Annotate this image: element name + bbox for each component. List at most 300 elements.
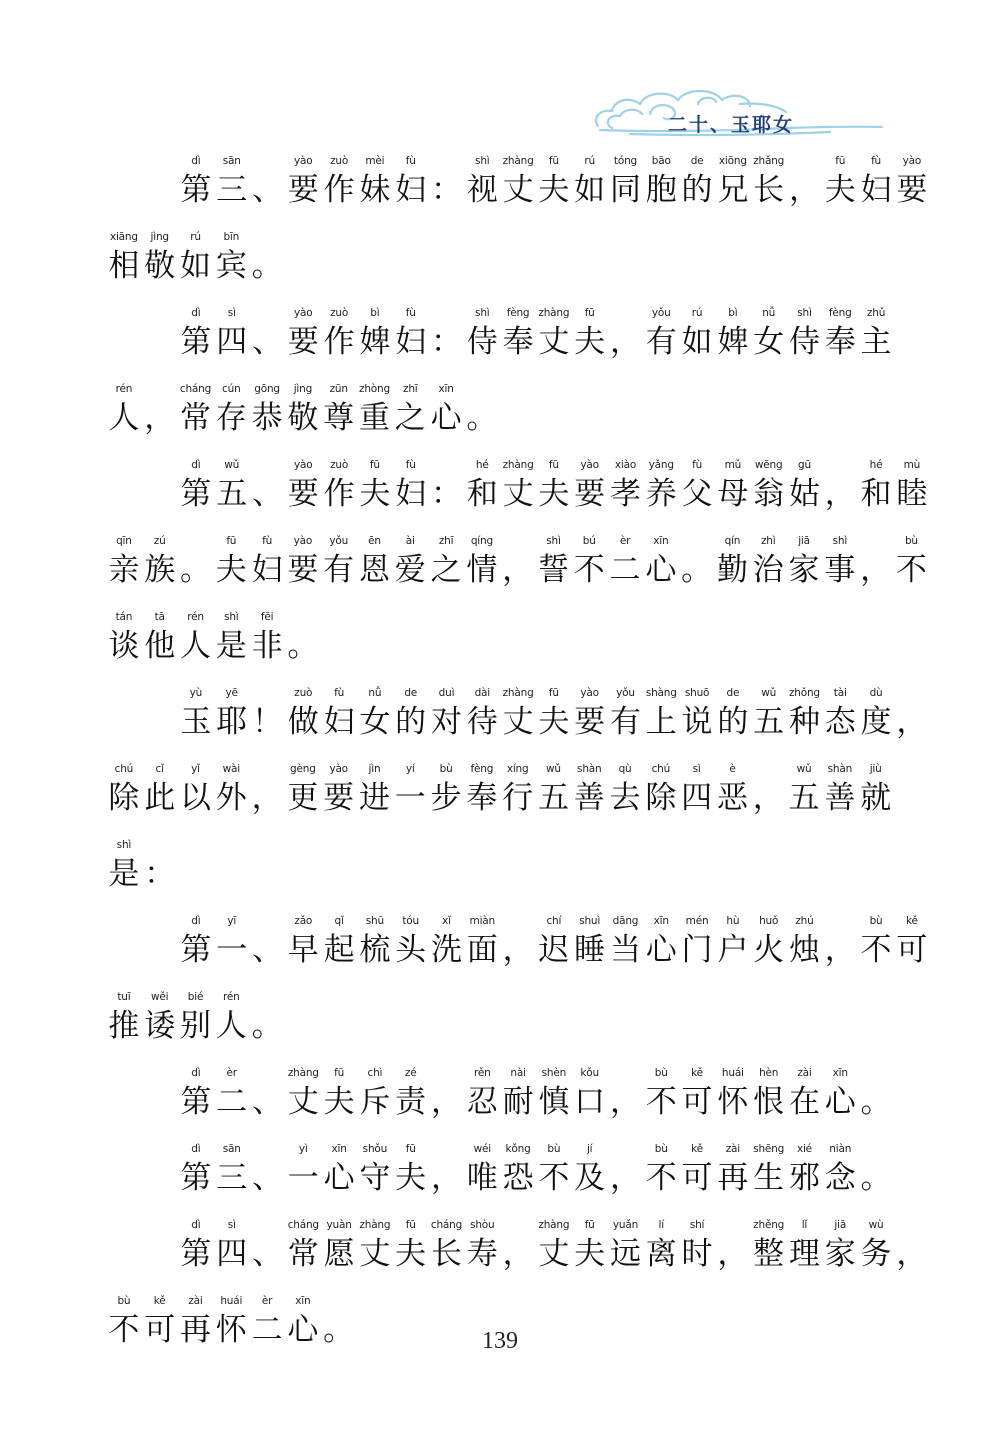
pinyin: qíng <box>470 535 493 547</box>
punctuation <box>894 1216 930 1274</box>
punctuation <box>858 1140 894 1198</box>
ruby-character <box>822 152 858 210</box>
pinyin: shì <box>116 839 132 851</box>
ruby-character <box>608 152 644 210</box>
pinyin: zhòng <box>359 383 390 395</box>
hanzi: 务 <box>860 1236 892 1272</box>
hanzi: 誓 <box>537 552 569 588</box>
hanzi: 父 <box>681 476 713 512</box>
ruby-character <box>213 228 249 286</box>
hanzi: 要 <box>574 704 606 740</box>
hanzi: 不 <box>573 552 605 588</box>
hanzi: 女 <box>753 324 785 360</box>
ruby-character <box>786 760 822 818</box>
hanzi: ， <box>824 932 856 968</box>
pinyin: shì <box>224 611 239 623</box>
hanzi: 和 <box>860 476 892 512</box>
hanzi: 守 <box>359 1160 391 1196</box>
pinyin: xīn <box>832 1067 848 1079</box>
pinyin <box>142 836 178 854</box>
ruby-character <box>464 304 500 362</box>
hanzi: ， <box>896 1236 928 1272</box>
pinyin: fù <box>405 459 416 471</box>
pinyin: fù <box>692 459 703 471</box>
ruby-character <box>213 532 249 590</box>
hanzi: 愿 <box>323 1236 355 1272</box>
pinyin: bù <box>117 1295 131 1307</box>
ruby-character <box>822 1216 858 1274</box>
ruby-character <box>321 304 357 362</box>
hanzi: 丈 <box>502 704 534 740</box>
hanzi: 不 <box>538 1160 570 1196</box>
ruby-character <box>536 532 572 590</box>
hanzi: 、 <box>251 172 283 208</box>
ruby-character <box>858 304 894 362</box>
pinyin: miàn <box>469 915 495 927</box>
pinyin: yuǎn <box>612 1219 639 1231</box>
hanzi: ： <box>430 324 462 360</box>
pinyin: jìn <box>368 763 381 775</box>
pinyin: rú <box>691 307 703 319</box>
ruby-character <box>428 380 464 438</box>
ruby-character <box>607 532 643 590</box>
ruby-character <box>392 532 428 590</box>
hanzi: 奉 <box>502 324 534 360</box>
hanzi: 第 <box>180 932 212 968</box>
hanzi: 敬 <box>144 248 176 284</box>
pinyin: bù <box>654 1143 668 1155</box>
hanzi: 如 <box>574 172 606 208</box>
hanzi: 不 <box>108 1312 140 1348</box>
ruby-character <box>142 988 178 1046</box>
hanzi: 夫 <box>323 1084 355 1120</box>
pinyin: wǔ <box>796 763 812 775</box>
ruby-character <box>858 1216 894 1274</box>
pinyin: wēng <box>754 459 783 471</box>
ruby-character <box>894 456 930 514</box>
hanzi: 他 <box>144 628 176 664</box>
punctuation <box>787 152 823 210</box>
pinyin: shí <box>689 1219 705 1231</box>
pinyin: xiōng <box>718 155 747 167</box>
pinyin: kě <box>691 1143 703 1155</box>
hanzi: 丈 <box>538 324 570 360</box>
ruby-character <box>285 532 321 590</box>
hanzi: 要 <box>574 476 606 512</box>
pinyin: yǎng <box>648 459 674 471</box>
hanzi: 烛 <box>788 932 820 968</box>
hanzi: 四 <box>681 780 713 816</box>
hanzi: 夫 <box>574 1236 606 1272</box>
pinyin: dāng <box>612 915 639 927</box>
hanzi: 二 <box>216 1084 248 1120</box>
ruby-character <box>500 152 536 210</box>
hanzi: 如 <box>179 248 211 284</box>
punctuation <box>608 1140 644 1198</box>
pinyin: huǒ <box>759 915 779 927</box>
ruby-character <box>106 228 142 286</box>
pinyin: shuì <box>579 915 601 927</box>
hanzi: 。 <box>860 1084 892 1120</box>
pinyin: cháng <box>179 383 212 395</box>
hanzi: 就 <box>860 780 892 816</box>
ruby-character <box>393 152 429 210</box>
ruby-character <box>393 456 429 514</box>
punctuation <box>679 532 715 590</box>
hanzi: 可 <box>681 1160 713 1196</box>
hanzi: 是 <box>108 856 140 892</box>
hanzi: 心 <box>824 1084 856 1120</box>
ruby-character <box>178 684 214 742</box>
punctuation <box>249 760 285 818</box>
ruby-character <box>106 608 142 666</box>
ruby-character <box>249 608 285 666</box>
ruby-character <box>536 912 572 970</box>
pinyin: èr <box>261 1295 273 1307</box>
ruby-character <box>572 684 608 742</box>
hanzi: 母 <box>717 476 749 512</box>
hanzi: 远 <box>609 1236 641 1272</box>
ruby-character <box>572 304 608 362</box>
hanzi: 。 <box>251 248 283 284</box>
hanzi: 怀 <box>215 1312 247 1348</box>
hanzi: 亲 <box>108 552 140 588</box>
hanzi: 要 <box>287 172 319 208</box>
pinyin: fū <box>334 1067 345 1079</box>
pinyin: dì <box>191 1067 201 1079</box>
hanzi: 长 <box>430 1236 462 1272</box>
pinyin: shì <box>546 535 561 547</box>
hanzi: 家 <box>824 1236 856 1272</box>
ruby-character <box>357 1064 393 1122</box>
pinyin: dù <box>869 687 883 699</box>
ruby-character <box>393 304 429 362</box>
ruby-character <box>392 760 428 818</box>
ruby-character <box>393 1140 429 1198</box>
pinyin: jí <box>586 1143 593 1155</box>
hanzi: 起 <box>323 932 355 968</box>
punctuation <box>500 912 536 970</box>
hanzi: 五 <box>788 780 820 816</box>
punctuation <box>250 304 286 362</box>
pinyin: tóng <box>613 155 637 167</box>
ruby-character <box>178 608 214 666</box>
pinyin: zhàng <box>502 155 534 167</box>
pinyin <box>250 152 286 170</box>
ruby-character <box>214 1064 250 1122</box>
hanzi: 是 <box>215 628 247 664</box>
pinyin <box>715 1216 751 1234</box>
ruby-character <box>536 152 572 210</box>
pinyin: wěi <box>151 991 169 1003</box>
pinyin: dì <box>191 915 201 927</box>
pinyin <box>858 532 894 550</box>
ruby-character <box>214 912 250 970</box>
pinyin: kǒng <box>505 1143 531 1155</box>
pinyin: zhǔ <box>866 307 886 319</box>
pinyin: zú <box>153 535 166 547</box>
hanzi: 慎 <box>538 1084 570 1120</box>
hanzi: 别 <box>179 1008 211 1044</box>
hanzi: 、 <box>251 1160 283 1196</box>
pinyin: shì <box>797 307 812 319</box>
ruby-character <box>715 684 751 742</box>
ruby-character <box>142 760 178 818</box>
hanzi: 丈 <box>287 1084 319 1120</box>
hanzi: ， <box>609 1160 641 1196</box>
ruby-character <box>285 684 321 742</box>
hanzi: ： <box>430 476 462 512</box>
hanzi: ， <box>502 932 534 968</box>
hanzi: 谈 <box>108 628 140 664</box>
ruby-character <box>285 152 321 210</box>
ruby-character <box>357 152 393 210</box>
ruby-character <box>679 684 715 742</box>
hanzi: 种 <box>788 704 820 740</box>
pinyin: cǐ <box>155 763 164 775</box>
hanzi: 。 <box>179 552 211 588</box>
hanzi: 的 <box>717 704 749 740</box>
ruby-character <box>608 1216 644 1274</box>
pinyin <box>250 912 286 930</box>
hanzi: 玉 <box>180 704 212 740</box>
pinyin: bù <box>869 915 883 927</box>
hanzi: 口 <box>574 1084 606 1120</box>
ruby-character <box>393 1216 429 1274</box>
hanzi: 整 <box>753 1236 785 1272</box>
hanzi: 姑 <box>788 476 820 512</box>
pinyin: zài <box>188 1295 203 1307</box>
pinyin: nài <box>510 1067 526 1079</box>
pinyin: rén <box>187 611 204 623</box>
ruby-character <box>858 152 894 210</box>
hanzi: 婢 <box>359 324 391 360</box>
pinyin: zhàng <box>502 459 534 471</box>
hanzi: 夫 <box>395 1160 427 1196</box>
hanzi: 人 <box>179 628 211 664</box>
pinyin: xíng <box>506 763 529 775</box>
pinyin: yào <box>294 155 313 167</box>
ruby-character <box>357 912 393 970</box>
pinyin <box>608 1064 644 1082</box>
pinyin <box>249 988 285 1006</box>
hanzi: 五 <box>753 704 785 740</box>
ruby-character <box>321 1140 357 1198</box>
pinyin: rú <box>584 155 595 167</box>
pinyin: qīn <box>116 535 132 547</box>
hanzi: 视 <box>466 172 498 208</box>
ruby-character <box>858 912 894 970</box>
hanzi: 心 <box>323 1160 355 1196</box>
pinyin: dì <box>191 1219 201 1231</box>
pinyin: fū <box>548 459 559 471</box>
ruby-character <box>178 304 214 362</box>
pinyin: mù <box>903 459 921 471</box>
hanzi: 丈 <box>538 1236 570 1272</box>
ruby-character <box>500 760 536 818</box>
ruby-character <box>750 532 786 590</box>
ruby-character <box>357 456 393 514</box>
ruby-character <box>715 152 751 210</box>
pinyin: yuàn <box>326 1219 352 1231</box>
hanzi: 第 <box>180 172 212 208</box>
pinyin: bù <box>547 1143 561 1155</box>
pinyin <box>858 1140 894 1158</box>
ruby-character <box>751 684 787 742</box>
ruby-character <box>536 1064 572 1122</box>
hanzi: 翁 <box>753 476 785 512</box>
pinyin: zhú <box>795 915 814 927</box>
ruby-character <box>536 1140 572 1198</box>
ruby-character <box>572 1216 608 1274</box>
ruby-character <box>393 684 429 742</box>
hanzi: ， <box>752 780 784 816</box>
hanzi: 五 <box>537 780 569 816</box>
pinyin <box>500 912 536 930</box>
hanzi: 妇 <box>251 552 283 588</box>
pinyin: wǔ <box>761 687 777 699</box>
ruby-character <box>321 684 357 742</box>
pinyin: xié <box>796 1143 812 1155</box>
hanzi: 念 <box>824 1160 856 1196</box>
pinyin: zhàng <box>502 687 534 699</box>
pinyin <box>787 152 823 170</box>
punctuation <box>250 1064 286 1122</box>
ruby-character <box>536 760 572 818</box>
hanzi: 心 <box>645 552 677 588</box>
hanzi: ， <box>430 1084 462 1120</box>
pinyin: de <box>690 155 704 167</box>
pinyin: fū <box>369 459 380 471</box>
pinyin: sì <box>692 763 701 775</box>
hanzi: 去 <box>609 780 641 816</box>
pinyin: zūn <box>329 383 348 395</box>
hanzi: 丈 <box>359 1236 391 1272</box>
ruby-character <box>751 304 787 362</box>
hanzi: 对 <box>430 704 462 740</box>
ruby-character <box>822 760 858 818</box>
pinyin: bù <box>904 535 918 547</box>
punctuation <box>608 304 644 362</box>
ruby-character <box>213 988 249 1046</box>
hanzi: 睦 <box>896 476 928 512</box>
hanzi: 梳 <box>359 932 391 968</box>
hanzi: 第 <box>180 1236 212 1272</box>
hanzi: 作 <box>323 172 355 208</box>
hanzi: 同 <box>609 172 641 208</box>
hanzi: 家 <box>788 552 820 588</box>
ruby-character <box>428 532 464 590</box>
pinyin: chú <box>651 763 671 775</box>
pinyin: mèi <box>365 155 385 167</box>
ruby-character <box>571 532 607 590</box>
pinyin: è <box>729 763 736 775</box>
ruby-character <box>321 760 357 818</box>
pinyin: cháng <box>287 1219 319 1231</box>
pinyin <box>142 380 178 398</box>
hanzi: 善 <box>573 780 605 816</box>
ruby-character <box>571 760 607 818</box>
ruby-character <box>214 456 250 514</box>
pinyin <box>500 1216 536 1234</box>
pinyin: yào <box>902 155 922 167</box>
ruby-character <box>285 760 321 818</box>
pinyin <box>250 304 286 322</box>
pinyin: fèng <box>506 307 530 319</box>
pinyin: gū <box>797 459 811 471</box>
punctuation <box>142 380 178 438</box>
ruby-character <box>214 1140 250 1198</box>
pinyin: yē <box>225 687 238 699</box>
hanzi: ， <box>824 476 856 512</box>
pinyin: bú <box>582 535 596 547</box>
pinyin: hé <box>475 459 489 471</box>
ruby-character <box>679 304 715 362</box>
hanzi: 诿 <box>144 1008 176 1044</box>
pinyin: lí <box>658 1219 664 1231</box>
hanzi: 睡 <box>574 932 606 968</box>
pinyin <box>822 456 858 474</box>
hanzi: 治 <box>752 552 784 588</box>
pinyin: xǐ <box>442 915 451 927</box>
pinyin: qù <box>618 763 632 775</box>
pinyin: dì <box>191 155 201 167</box>
ruby-character <box>607 760 643 818</box>
pinyin: bīn <box>223 231 240 243</box>
hanzi: 可 <box>144 1312 176 1348</box>
pinyin <box>750 760 786 778</box>
ruby-character <box>429 912 465 970</box>
pinyin: tā <box>154 611 165 623</box>
hanzi: 恶 <box>716 780 748 816</box>
hanzi: 恐 <box>502 1160 534 1196</box>
pinyin: zé <box>404 1067 417 1079</box>
ruby-character <box>751 1064 787 1122</box>
hanzi: 夫 <box>574 324 606 360</box>
ruby-character <box>751 456 787 514</box>
ruby-character <box>822 1064 858 1122</box>
hanzi: 一 <box>394 780 426 816</box>
hanzi: 心 <box>430 400 462 436</box>
ruby-character <box>285 1140 321 1198</box>
punctuation <box>858 1064 894 1122</box>
ruby-character <box>464 760 500 818</box>
hanzi: ， <box>609 324 641 360</box>
hanzi: 忍 <box>466 1084 498 1120</box>
hanzi: 人 <box>215 1008 247 1044</box>
hanzi: 孝 <box>609 476 641 512</box>
pinyin: huái <box>721 1067 744 1079</box>
pinyin: jiù <box>869 763 882 775</box>
ruby-character <box>715 456 751 514</box>
ruby-character <box>214 684 250 742</box>
punctuation <box>858 532 894 590</box>
text-line <box>106 380 500 440</box>
pinyin: wǔ <box>224 459 240 471</box>
pinyin: zuò <box>330 155 349 167</box>
ruby-character <box>787 1064 823 1122</box>
hanzi: 。 <box>681 552 713 588</box>
ruby-character <box>643 152 679 210</box>
ruby-character <box>213 608 249 666</box>
pinyin <box>679 532 715 550</box>
ruby-character <box>178 380 214 438</box>
hanzi: 之 <box>394 400 426 436</box>
hanzi: 养 <box>645 476 677 512</box>
pinyin <box>464 380 500 398</box>
pinyin: mǔ <box>724 459 742 471</box>
pinyin <box>178 532 214 550</box>
